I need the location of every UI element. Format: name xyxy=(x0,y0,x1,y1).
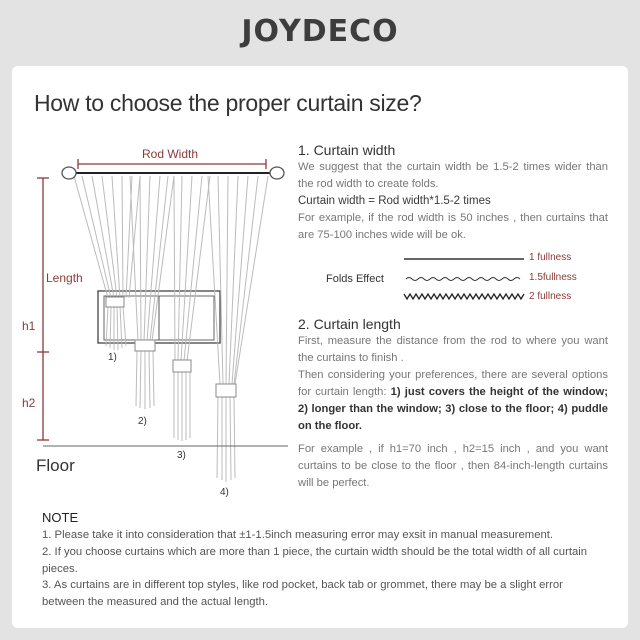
h1-label: h1 xyxy=(22,319,36,333)
curtain-length-p2 xyxy=(298,367,608,435)
size-guide-card xyxy=(12,66,628,628)
option-4-label: 4) xyxy=(220,487,229,498)
curtain-length-options: 1) just covers the height of the window; 2) longer than the window; 3) close to the floor; 4) puddle on the floor. xyxy=(298,386,608,432)
h2-label: h2 xyxy=(22,396,36,410)
option-3-label: 3) xyxy=(177,450,186,461)
curtain-length-p2-text: Then considering your preferences, there are several options for curtain length: xyxy=(298,369,608,398)
curtain-width-formula: Curtain width = Rod width*1.5-2 times xyxy=(298,195,491,207)
curtain-width-section xyxy=(298,142,608,244)
curtain-width-heading: 1. Curtain width xyxy=(298,142,396,158)
curtain-length-p1: First, measure the distance from the rod to where you want the curtains to finish . xyxy=(298,335,608,364)
note-item-3: 3. As curtains are in different top styles, like rod pocket, back tab or grommet, there may be a slight error between the measured and the actual length. xyxy=(42,579,563,609)
folds-lines-icon xyxy=(402,248,526,304)
note-item-2: 2. If you choose curtains which are more than 1 piece, the curtain width should be the total width of all curtain pieces. xyxy=(42,545,588,575)
page-title: How to choose the proper curtain size? xyxy=(34,90,422,116)
fullness-1-label: 1 fullness xyxy=(529,252,572,263)
floor-label: Floor xyxy=(36,456,75,475)
folds-effect xyxy=(298,248,618,308)
note-heading: NOTE xyxy=(42,510,79,525)
note-item-1: 1. Please take it into consideration that ±1-1.5inch measuring error may exsit in manual measurement. xyxy=(42,529,554,541)
brand-logo: JOYDECO xyxy=(241,14,399,49)
option-2-label: 2) xyxy=(138,416,147,427)
fullness-2-label: 2 fullness xyxy=(529,291,572,302)
rod-width-label: Rod Width xyxy=(142,147,199,161)
length-label: Length xyxy=(46,271,83,285)
curtain-width-intro: We suggest that the curtain width be 1.5-2 times wider than the rod width to create folds. xyxy=(298,161,608,190)
folds-effect-label: Folds Effect xyxy=(326,273,384,285)
curtain-length-section xyxy=(298,316,608,492)
curtain-length-heading: 2. Curtain length xyxy=(298,316,401,332)
curtain-diagram xyxy=(12,66,302,506)
curtain-width-example: For example, if the rod width is 50 inches , then curtains that are 75-100 inches wide will be ok. xyxy=(298,212,608,241)
note-section xyxy=(42,510,608,611)
fullness-1-5-label: 1.5fullness xyxy=(529,272,577,283)
option-1-label: 1) xyxy=(108,352,117,363)
curtain-length-example: For example , if h1=70 inch , h2=15 inch , and you want curtains to be close to the floor , then 84-inch-length curtains will be perfect. xyxy=(298,443,608,489)
